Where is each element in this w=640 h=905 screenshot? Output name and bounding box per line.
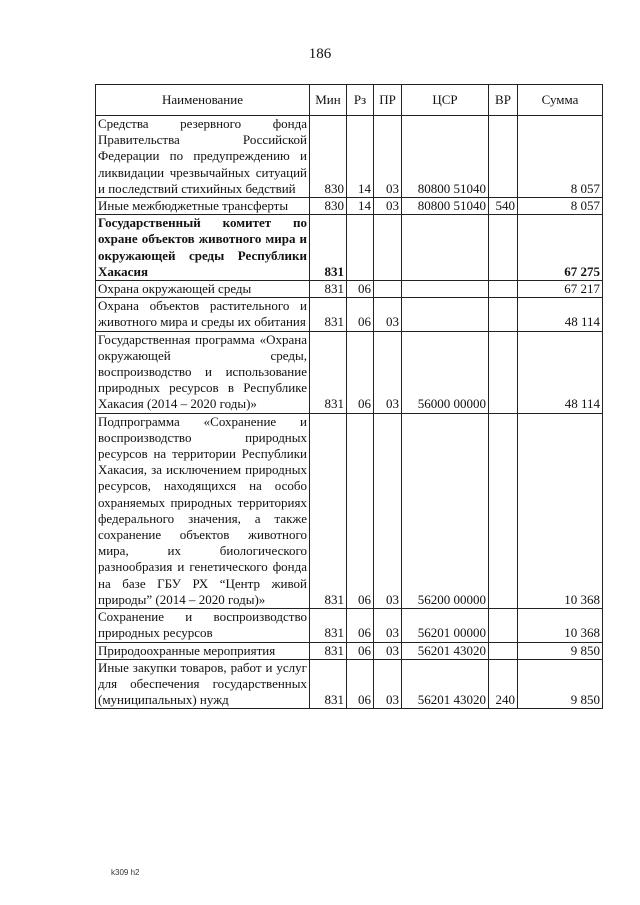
cell-min: 831 bbox=[310, 659, 347, 709]
cell-csr bbox=[402, 281, 489, 298]
cell-name: Сохранение и воспроизводство природных ресурсов bbox=[96, 609, 310, 642]
cell-vr bbox=[489, 413, 518, 608]
cell-vr bbox=[489, 609, 518, 642]
cell-min: 830 bbox=[310, 198, 347, 215]
header-pr: ПР bbox=[374, 85, 402, 116]
footer-code: k309 h2 bbox=[111, 868, 140, 877]
budget-table bbox=[95, 84, 603, 709]
cell-min: 831 bbox=[310, 642, 347, 659]
cell-vr bbox=[489, 331, 518, 413]
cell-csr: 56200 00000 bbox=[402, 413, 489, 608]
cell-pr: 03 bbox=[374, 198, 402, 215]
cell-sum: 67 275 bbox=[518, 215, 603, 281]
cell-csr: 56201 00000 bbox=[402, 609, 489, 642]
table-row bbox=[96, 281, 603, 298]
table-row bbox=[96, 642, 603, 659]
cell-vr: 240 bbox=[489, 659, 518, 709]
cell-sum: 48 114 bbox=[518, 331, 603, 413]
cell-sum: 48 114 bbox=[518, 298, 603, 331]
header-vr: ВР bbox=[489, 85, 518, 116]
cell-vr bbox=[489, 642, 518, 659]
cell-pr: 03 bbox=[374, 298, 402, 331]
cell-csr: 80800 51040 bbox=[402, 116, 489, 198]
table-row bbox=[96, 659, 603, 709]
cell-pr: 03 bbox=[374, 116, 402, 198]
cell-pr: 03 bbox=[374, 331, 402, 413]
cell-csr bbox=[402, 298, 489, 331]
cell-rz: 14 bbox=[347, 198, 374, 215]
table-header-row bbox=[96, 85, 603, 116]
cell-name: Подпрограмма «Сохранение и воспроизводство природных ресурсов на территории Республики Хакасия, за исключением природных ресурсов, находящихся на особо охраняемых природных территориях федерального значения, а также сохранение объектов животного мира, их биологического разнообразия и генетического фонда на базе ГБУ РХ “Центр живой природы” (2014 – 2020 годы)» bbox=[96, 413, 310, 608]
cell-csr: 80800 51040 bbox=[402, 198, 489, 215]
cell-vr bbox=[489, 116, 518, 198]
cell-csr: 56201 43020 bbox=[402, 642, 489, 659]
cell-sum: 10 368 bbox=[518, 413, 603, 608]
header-rz: Рз bbox=[347, 85, 374, 116]
cell-vr: 540 bbox=[489, 198, 518, 215]
cell-min: 830 bbox=[310, 116, 347, 198]
cell-pr: 03 bbox=[374, 609, 402, 642]
table-row bbox=[96, 215, 603, 281]
cell-rz: 14 bbox=[347, 116, 374, 198]
table-row bbox=[96, 116, 603, 198]
cell-min: 831 bbox=[310, 609, 347, 642]
table-body bbox=[96, 116, 603, 709]
header-sum: Сумма bbox=[518, 85, 603, 116]
table-row bbox=[96, 609, 603, 642]
cell-csr bbox=[402, 215, 489, 281]
cell-min: 831 bbox=[310, 215, 347, 281]
cell-min: 831 bbox=[310, 331, 347, 413]
cell-name: Государственная программа «Охрана окружающей среды, воспроизводство и использование природных ресурсов в Республике Хакасия (2014 – 2020 годы)» bbox=[96, 331, 310, 413]
cell-rz: 06 bbox=[347, 298, 374, 331]
cell-name: Средства резервного фонда Правительства Российской Федерации по предупреждению и ликвидации чрезвычайных ситуаций и последствий стихийных бедствий bbox=[96, 116, 310, 198]
cell-pr bbox=[374, 281, 402, 298]
cell-min: 831 bbox=[310, 281, 347, 298]
cell-min: 831 bbox=[310, 298, 347, 331]
cell-rz: 06 bbox=[347, 413, 374, 608]
cell-sum: 67 217 bbox=[518, 281, 603, 298]
cell-csr: 56201 43020 bbox=[402, 659, 489, 709]
header-min: Мин bbox=[310, 85, 347, 116]
cell-pr: 03 bbox=[374, 413, 402, 608]
cell-min: 831 bbox=[310, 413, 347, 608]
cell-rz: 06 bbox=[347, 281, 374, 298]
cell-pr: 03 bbox=[374, 659, 402, 709]
cell-name: Природоохранные мероприятия bbox=[96, 642, 310, 659]
cell-sum: 9 850 bbox=[518, 642, 603, 659]
cell-rz: 06 bbox=[347, 659, 374, 709]
cell-name: Иные закупки товаров, работ и услуг для обеспечения государственных (муниципальных) нужд bbox=[96, 659, 310, 709]
table-row bbox=[96, 198, 603, 215]
table-row bbox=[96, 331, 603, 413]
cell-rz: 06 bbox=[347, 609, 374, 642]
cell-vr bbox=[489, 215, 518, 281]
table-row bbox=[96, 413, 603, 608]
cell-name: Иные межбюджетные трансферты bbox=[96, 198, 310, 215]
cell-name: Государственный комитет по охране объектов животного мира и окружающей среды Республики Хакасия bbox=[96, 215, 310, 281]
table-row bbox=[96, 298, 603, 331]
cell-pr bbox=[374, 215, 402, 281]
cell-name: Охрана объектов растительного и животного мира и среды их обитания bbox=[96, 298, 310, 331]
cell-rz: 06 bbox=[347, 331, 374, 413]
cell-sum: 10 368 bbox=[518, 609, 603, 642]
cell-rz: 06 bbox=[347, 642, 374, 659]
cell-vr bbox=[489, 298, 518, 331]
cell-name: Охрана окружающей среды bbox=[96, 281, 310, 298]
cell-rz bbox=[347, 215, 374, 281]
header-csr: ЦСР bbox=[402, 85, 489, 116]
page-number: 186 bbox=[308, 46, 332, 62]
cell-sum: 8 057 bbox=[518, 198, 603, 215]
header-name: Наименование bbox=[96, 85, 310, 116]
cell-csr: 56000 00000 bbox=[402, 331, 489, 413]
cell-pr: 03 bbox=[374, 642, 402, 659]
cell-vr bbox=[489, 281, 518, 298]
cell-sum: 8 057 bbox=[518, 116, 603, 198]
cell-sum: 9 850 bbox=[518, 659, 603, 709]
